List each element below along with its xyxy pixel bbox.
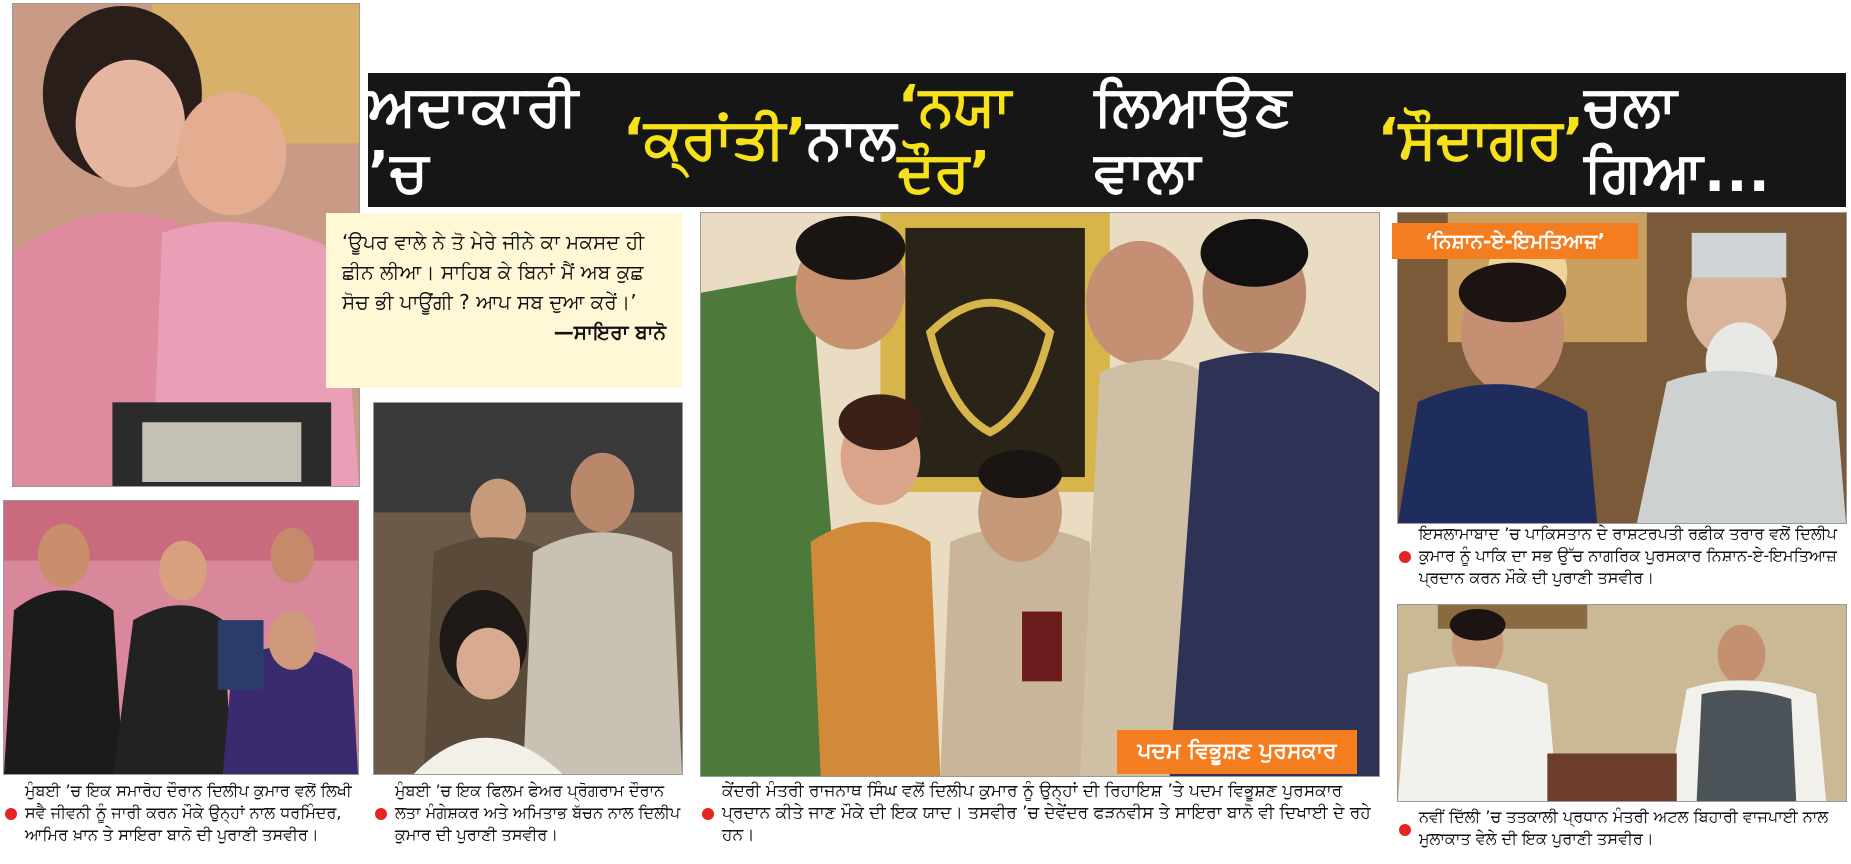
headline-quote-naya-daur: ‘ਨਯਾ ਦੌਰ’ (897, 74, 1011, 205)
caption-vajpayee-text: ਨਵੀਂ ਦਿੱਲੀ ’ਚ ਤਤਕਾਲੀ ਪ੍ਰਧਾਨ ਮੰਤਰੀ ਅਟਲ ਬਿਹਾਰੀ ਵਾਜਪਾਈ ਨਾਲ ਮੁਲਾਕਾਤ ਵੇਲੇ ਦੀ ਇਕ ਪੁਰਾਣੀ ਤਸਵੀਰ। (1419, 807, 1829, 848)
headline-text-4: ਚਲਾ ਗਿਆ... (1584, 74, 1771, 205)
photo-padma-vibhushan (700, 212, 1380, 777)
caption-vajpayee (1397, 806, 1847, 864)
caption-filmfare-text: ਮੁੰਬਈ ’ਚ ਇਕ ਫਿਲਮ ਫੇਅਰ ਪ੍ਰੋਗਰਾਮ ਦੌਰਾਨ ਲਤਾ ਮੰਗੇਸ਼ਕਰ ਅਤੇ ਅਮਿਤਾਭ ਬੱਚਨ ਨਾਲ ਦਿਲੀਪ ਕੁਮਾਰ ਦੀ ਪੁਰਾਣੀ ਤਸਵੀਰ। (395, 781, 681, 844)
quote-author: —ਸਾਇਰਾ ਬਾਨੋ (553, 320, 666, 344)
caption-nishan (1397, 523, 1847, 601)
headline-text-3: ਲਿਆਉਣ ਵਾਲਾ (1094, 74, 1293, 205)
photo-saira-dilip (12, 3, 360, 487)
headline-text-2: ਨਾਲ (806, 107, 898, 172)
caption-padma-text: ਕੇਂਦਰੀ ਮੰਤਰੀ ਰਾਜਨਾਥ ਸਿੰਘ ਵਲੋਂ ਦਿਲੀਪ ਕੁਮਾਰ ਨੂੰ ਉਨ੍ਹਾਂ ਦੀ ਰਿਹਾਇਸ਼ ’ਤੇ ਪਦਮ ਵਿਭੂਸ਼ਣ ਪੁਰਸਕਾਰ ਪ੍ਰਦਾਨ ਕੀਤੇ ਜਾਣ ਮੌਕੇ ਦੀ ਇਕ ਯਾਦ। ਤਸਵੀਰ ’ਚ ਦੇਵੇਂਦਰ ਫੜਨਵੀਸ ਤੇ ਸਾਇਰਾ ਬਾਨੋ ਵੀ ਦਿਖਾਈ ਦੇ ਰਹੇ ਹਨ। (722, 781, 1371, 845)
headline-text-1: ਅਦਾਕਾਰੀ ’ਚ (368, 74, 580, 205)
bullet-icon (375, 808, 387, 820)
quote-text: ‘ਊਪਰ ਵਾਲੇ ਨੇ ਤੋ ਮੇਰੇ ਜੀਨੇ ਕਾ ਮਕਸਦ ਹੀ ਛੀਨ ਲੀਆ। ਸਾਹਿਬ ਕੇ ਬਿਨਾਂ ਮੈਂ ਅਬ ਕੁਛ ਸੋਚ ਭੀ ਪਾਊਂਗੀ ? ਆਪ ਸਬ ਦੁਆ ਕਰੇਂ।’ (342, 230, 645, 314)
caption-padma (700, 780, 1380, 864)
caption-nishan-text: ਇਸਲਾਮਾਬਾਦ ’ਚ ਪਾਕਿਸਤਾਨ ਦੇ ਰਾਸ਼ਟਰਪਤੀ ਰਫ਼ੀਕ ਤਰਾਰ ਵਲੋਂ ਦਿਲੀਪ ਕੁਮਾਰ ਨੂੰ ਪਾਕਿ ਦਾ ਸਭ ਉੱਚ ਨਾਗਰਿਕ ਪੁਰਸਕਾਰ ਨਿਸ਼ਾਨ-ਏ-ਇਮਤਿਆਜ਼ ਪ੍ਰਦਾਨ ਕਰਨ ਮੌਕੇ ਦੀ ਪੁਰਾਣੀ ਤਸਵੀਰ। (1419, 524, 1837, 587)
photo-filmfare (373, 402, 683, 775)
caption-filmfare (373, 780, 683, 864)
headline-banner (368, 73, 1846, 207)
photo-vajpayee (1397, 604, 1847, 802)
headline-quote-kranti: ‘ਕ੍ਰਾਂਤੀ’ (622, 107, 807, 172)
tag-nishan-e-imtiaz: ‘ਨਿਸ਼ਾਨ-ਏ-ਇਮਤਿਆਜ਼’ (1392, 223, 1638, 259)
caption-book-launch (3, 780, 359, 864)
photo-book-launch (3, 500, 359, 775)
bullet-icon (5, 808, 17, 820)
bullet-icon (1399, 824, 1411, 836)
bullet-icon (1399, 551, 1411, 563)
caption-book-launch-text: ਮੁੰਬਈ ’ਚ ਇਕ ਸਮਾਰੋਹ ਦੌਰਾਨ ਦਿਲੀਪ ਕੁਮਾਰ ਵਲੋਂ ਲਿਖੀ ਸਵੈ ਜੀਵਨੀ ਨੂੰ ਜਾਰੀ ਕਰਨ ਮੌਕੇ ਉਨ੍ਹਾਂ ਨਾਲ ਧਰਮਿੰਦਰ, ਆਮਿਰ ਖ਼ਾਨ ਤੇ ਸਾਇਰਾ ਬਾਨੋ ਦੀ ਪੁਰਾਣੀ ਤਸਵੀਰ। (25, 781, 352, 844)
quote-box (326, 213, 682, 388)
tag-padma-vibhushan: ਪਦਮ ਵਿਭੂਸ਼ਣ ਪੁਰਸਕਾਰ (1117, 730, 1357, 774)
headline-quote-saudagar: ‘ਸੌਦਾਗਰ’ (1377, 107, 1585, 172)
bullet-icon (702, 808, 714, 820)
